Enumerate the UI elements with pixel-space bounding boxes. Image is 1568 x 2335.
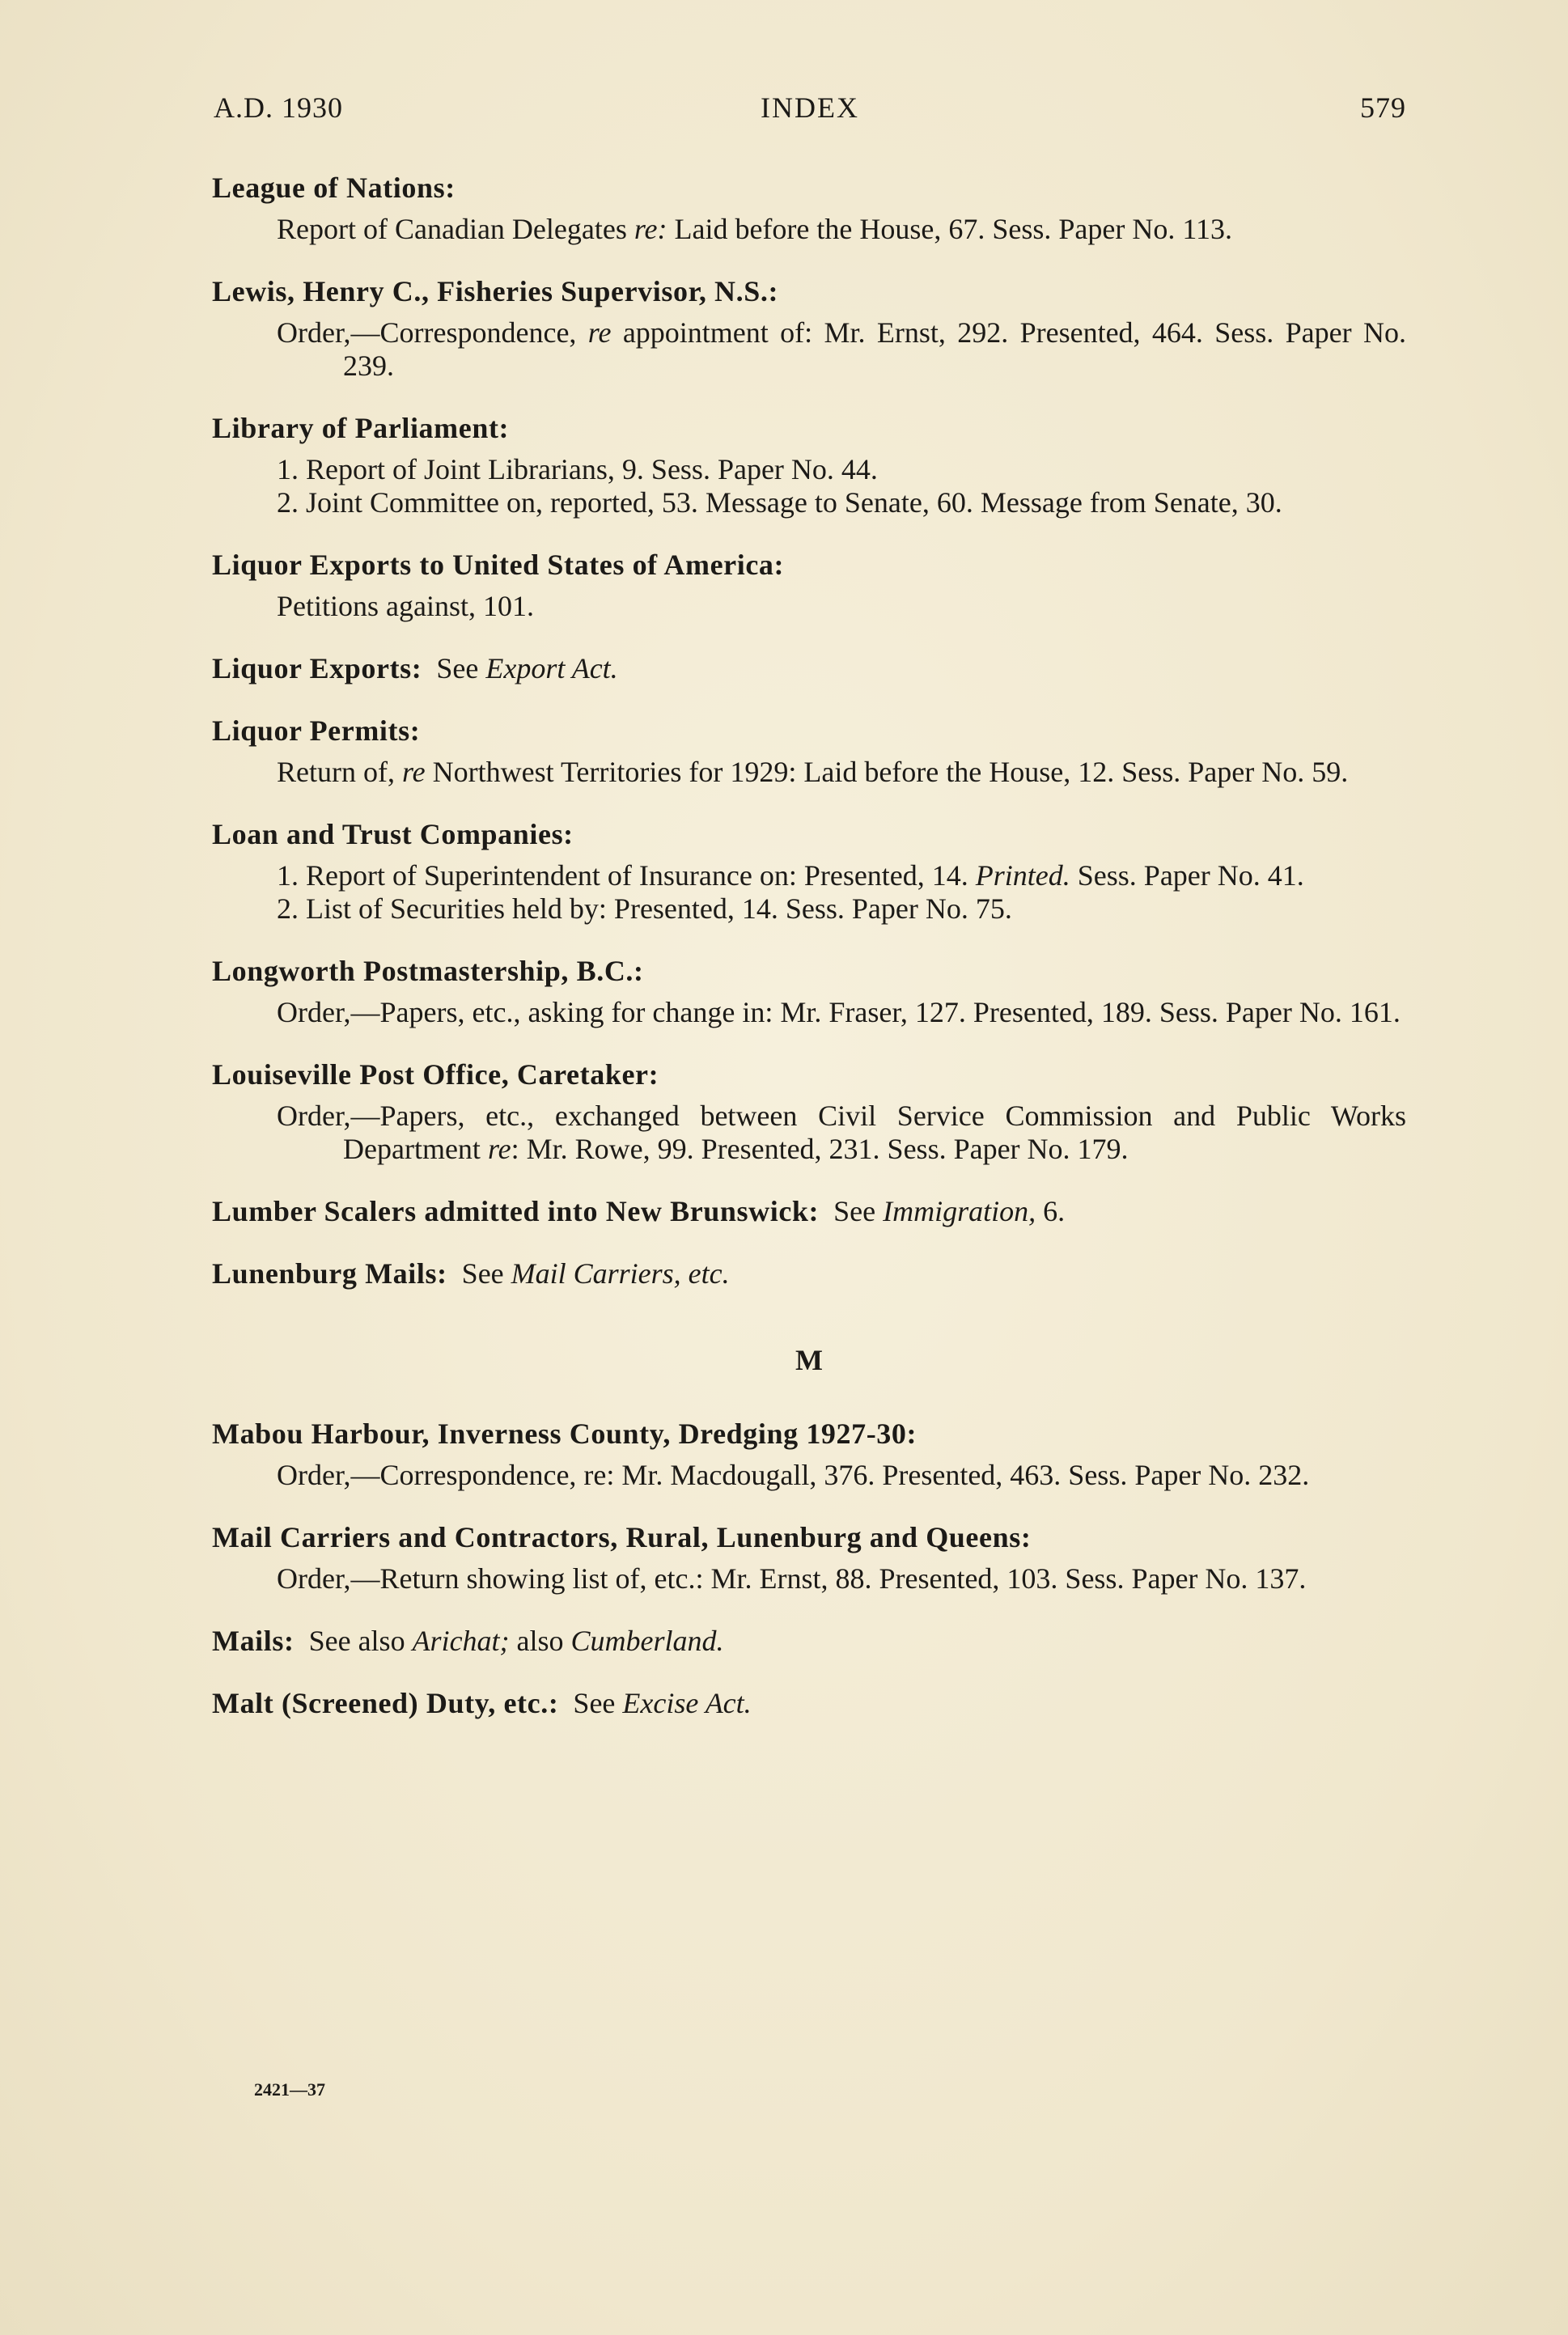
index-entry [212, 172, 1406, 246]
entry-subentry: 1. Report of Joint Librarians, 9. Sess. Paper No. 44. [277, 453, 878, 485]
see-reference: See Mail Carriers, etc. [461, 1257, 730, 1290]
section-letter: M [795, 1344, 823, 1376]
index-entry [212, 549, 1406, 623]
entry-subentry: Order,—Correspondence, re appointment of: Mr. Ernst, 292. Presented, 464. Sess. Paper No. 239. [277, 316, 1406, 382]
see-reference: See Immigration, 6. [833, 1195, 1066, 1227]
entry-heading: Loan and Trust Companies: [212, 818, 574, 850]
entry-subentry: Order,—Correspondence, re: Mr. Macdougall, 376. Presented, 463. Sess. Paper No. 232. [277, 1459, 1310, 1491]
entry-subentry: 2. Joint Committee on, reported, 53. Message to Senate, 60. Message from Senate, 30. [277, 486, 1282, 519]
entry-heading: Louiseville Post Office, Caretaker: [212, 1058, 659, 1091]
index-entry [212, 1195, 1406, 1228]
entry-subentry: Order,—Papers, etc., exchanged between Civil Service Commission and Public Works Department re: Mr. Rowe, 99. Presented, 231. Sess. Paper No. 179. [277, 1100, 1406, 1165]
entry-heading: Lunenburg Mails: [212, 1257, 447, 1290]
index-entry [212, 1521, 1406, 1596]
entry-subentry: Report of Canadian Delegates re: Laid before the House, 67. Sess. Paper No. 113. [277, 213, 1233, 245]
entry-heading: Liquor Permits: [212, 714, 421, 747]
index-entry [212, 955, 1406, 1029]
entry-heading: Longworth Postmastership, B.C.: [212, 955, 644, 987]
entry-subentry: Return of, re Northwest Territories for 1929: Laid before the House, 12. Sess. Paper No. 59. [277, 756, 1349, 788]
index-entry [212, 1058, 1406, 1166]
entry-heading: Lewis, Henry C., Fisheries Supervisor, N.S.: [212, 275, 779, 307]
index-entry [212, 275, 1406, 383]
running-head [214, 91, 1406, 131]
entry-heading: Malt (Screened) Duty, etc.: [212, 1687, 559, 1719]
index-entry [212, 1687, 1406, 1720]
entry-heading: Liquor Exports to United States of America: [212, 549, 785, 581]
index-entry [212, 412, 1406, 519]
entry-subentry: Petitions against, 101. [277, 590, 534, 622]
entry-heading: Lumber Scalers admitted into New Brunswick: [212, 1195, 820, 1227]
entry-subentry: Order,—Papers, etc., asking for change in: Mr. Fraser, 127. Presented, 189. Sess. Paper No. 161. [277, 996, 1401, 1028]
running-head-title: INDEX [761, 91, 859, 124]
index-entry [212, 714, 1406, 789]
entry-heading: League of Nations: [212, 172, 456, 204]
entry-heading: Library of Parliament: [212, 412, 510, 444]
page-number: 579 [1360, 91, 1406, 124]
entry-heading: Mail Carriers and Contractors, Rural, Lunenburg and Queens: [212, 1521, 1032, 1553]
entry-subentry: Order,—Return showing list of, etc.: Mr. Ernst, 88. Presented, 103. Sess. Paper No. 137. [277, 1562, 1307, 1595]
signature-mark: 2421—37 [254, 2079, 325, 2100]
index-entry [212, 818, 1406, 926]
index-entry [212, 1257, 1406, 1290]
see-reference: See also Arichat; also Cumberland. [308, 1625, 724, 1657]
index-entry [212, 1625, 1406, 1658]
see-reference: See Export Act. [436, 652, 618, 684]
entry-heading: Liquor Exports: [212, 652, 422, 684]
index-entry [212, 1418, 1406, 1492]
index-entry [212, 652, 1406, 685]
entry-heading: Mails: [212, 1625, 295, 1657]
entry-subentry: 2. List of Securities held by: Presented, 14. Sess. Paper No. 75. [277, 892, 1012, 925]
see-reference: See Excise Act. [573, 1687, 752, 1719]
index-content [212, 172, 1406, 1749]
running-head-year: A.D. 1930 [214, 91, 343, 124]
entry-heading: Mabou Harbour, Inverness County, Dredging 1927-30: [212, 1418, 917, 1450]
entry-subentry: 1. Report of Superintendent of Insurance on: Presented, 14. Printed. Sess. Paper No. 41. [277, 859, 1304, 892]
